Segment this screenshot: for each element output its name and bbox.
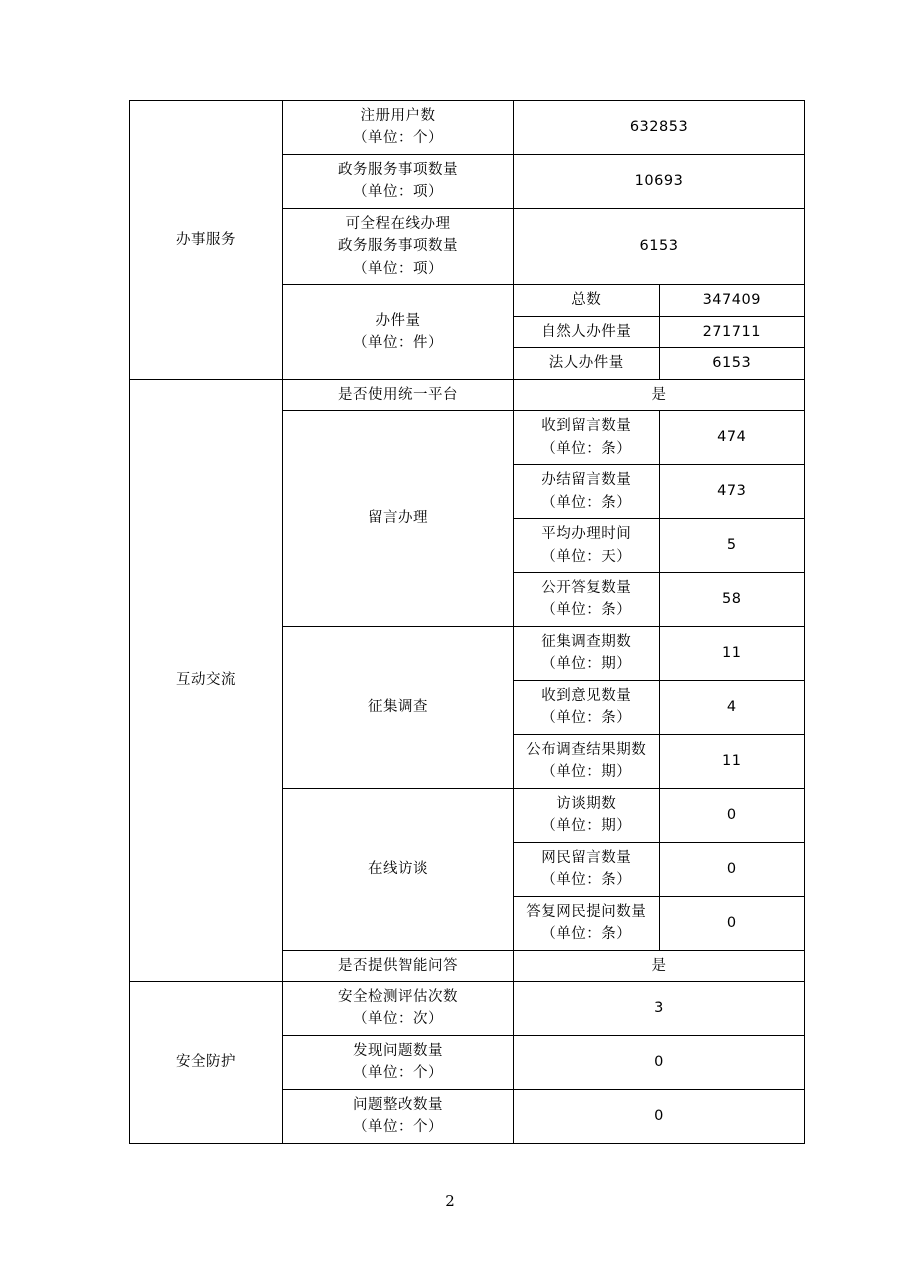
sub-item-cell-average-time xyxy=(514,519,660,573)
item-label-line1: 在线访谈 xyxy=(368,860,428,877)
value-cell-natural-person: 271711 xyxy=(659,316,805,347)
sub-item-cell-results-published xyxy=(514,734,660,788)
sub-item-label-line2: （单位：期） xyxy=(541,818,632,835)
sub-item-label-line2: （单位：条） xyxy=(541,926,632,943)
value-cell-issues-found: 0 xyxy=(514,1035,805,1089)
item-label-line1: 政务服务事项数量 xyxy=(338,161,458,178)
value-cell-interview-periods: 0 xyxy=(659,788,805,842)
sub-item-cell-legal-person: 法人办件量 xyxy=(514,348,660,379)
item-label-line2: （单位：件） xyxy=(353,334,443,351)
table-row xyxy=(130,101,805,155)
page-number: 2 xyxy=(445,1192,455,1210)
value-cell-registered-users: 632853 xyxy=(514,101,805,155)
value-cell-average-time: 5 xyxy=(659,519,805,573)
sub-item-label-line2: （单位：条） xyxy=(541,872,632,889)
item-cell-online-interview xyxy=(283,788,514,950)
item-label-line1: 安全检测评估次数 xyxy=(338,989,458,1005)
value-cell-security-assessments: 3 xyxy=(514,982,805,1036)
value-cell-smart-qa: 是 xyxy=(514,950,805,981)
category-label: 办事服务 xyxy=(176,231,236,248)
value-cell-results-published: 11 xyxy=(659,734,805,788)
sub-item-label-line1: 办结留言数量 xyxy=(541,472,632,489)
sub-item-label-line2: （单位：条） xyxy=(541,602,632,619)
item-cell-smart-qa xyxy=(283,950,514,981)
value-cell-messages-received: 474 xyxy=(659,411,805,465)
value-cell-legal-person: 6153 xyxy=(659,348,805,379)
sub-item-label-line1: 平均办理时间 xyxy=(541,526,632,543)
item-label-line1: 问题整改数量 xyxy=(353,1096,443,1113)
item-cell-unified-platform xyxy=(283,379,514,410)
sub-item-label-line1: 访谈期数 xyxy=(556,795,617,812)
report-table-wrapper xyxy=(129,100,789,1144)
sub-item-label-line2: （单位：条） xyxy=(541,494,632,511)
item-cell-handled-volume xyxy=(283,285,514,379)
item-cell-issues-found xyxy=(283,1035,514,1089)
item-cell-security-assessments xyxy=(283,982,514,1036)
sub-item-label-line1: 答复网民提问数量 xyxy=(526,903,647,920)
item-cell-issues-fixed xyxy=(283,1089,514,1143)
sub-item-cell-netizen-messages xyxy=(514,842,660,896)
sub-item-cell-interview-periods xyxy=(514,788,660,842)
sub-item-label-line1: 收到留言数量 xyxy=(541,418,632,435)
sub-item-cell-opinions-received xyxy=(514,680,660,734)
value-cell-service-items: 10693 xyxy=(514,154,805,208)
item-cell-survey-collection xyxy=(283,626,514,788)
value-cell-total: 347409 xyxy=(659,285,805,316)
category-cell-anquan-fanghu xyxy=(130,982,283,1144)
sub-item-cell-messages-received xyxy=(514,411,660,465)
sub-item-cell-messages-completed xyxy=(514,465,660,519)
government-website-report-table xyxy=(129,100,805,1144)
item-label-line1: 留言办理 xyxy=(368,510,428,527)
item-cell-registered-users xyxy=(283,101,514,155)
category-cell-banshi-fuwu xyxy=(130,101,283,380)
sub-item-label-line1: 征集调查期数 xyxy=(541,633,632,650)
sub-item-label-line2: （单位：条） xyxy=(541,440,632,457)
item-cell-message-handling xyxy=(283,411,514,627)
item-cell-service-items xyxy=(283,154,514,208)
sub-item-label-line1: 公开答复数量 xyxy=(541,579,632,596)
sub-item-cell-netizen-replies xyxy=(514,896,660,950)
sub-item-label-line1: 网民留言数量 xyxy=(541,849,632,866)
item-label-line1: 注册用户数 xyxy=(360,108,436,124)
sub-item-cell-public-replies xyxy=(514,572,660,626)
category-label: 互动交流 xyxy=(176,672,236,689)
category-cell-hudong-jiaoliu xyxy=(130,379,283,981)
item-label-line2: （单位：项） xyxy=(353,184,443,201)
item-label-line2: （单位：个） xyxy=(353,1119,443,1136)
value-cell-public-replies: 58 xyxy=(659,572,805,626)
table-row xyxy=(130,982,805,1036)
value-cell-issues-fixed: 0 xyxy=(514,1089,805,1143)
sub-item-label-line2: （单位：条） xyxy=(541,710,632,727)
item-label-line3: （单位：项） xyxy=(353,260,443,277)
value-cell-netizen-replies: 0 xyxy=(659,896,805,950)
sub-item-label-line2: （单位：期） xyxy=(541,656,632,673)
sub-item-label-line2: （单位：天） xyxy=(541,548,632,565)
sub-item-label-line1: 公布调查结果期数 xyxy=(526,741,647,758)
sub-item-label-line1: 收到意见数量 xyxy=(541,687,632,704)
value-cell-opinions-received: 4 xyxy=(659,680,805,734)
category-label: 安全防护 xyxy=(176,1054,236,1071)
item-label-line1: 办件量 xyxy=(375,312,421,329)
item-label-line1: 征集调查 xyxy=(368,699,428,716)
item-label-line2: （单位：个） xyxy=(353,130,443,147)
sub-item-cell-total: 总数 xyxy=(514,285,660,316)
item-label-line1: 是否提供智能问答 xyxy=(338,957,458,974)
value-cell-online-service-items: 6153 xyxy=(514,208,805,284)
value-cell-netizen-messages: 0 xyxy=(659,842,805,896)
item-cell-online-service-items xyxy=(283,208,514,284)
value-cell-survey-periods: 11 xyxy=(659,626,805,680)
sub-item-cell-survey-periods xyxy=(514,626,660,680)
item-label-line1: 发现问题数量 xyxy=(353,1042,443,1059)
item-label-line1: 可全程在线办理 xyxy=(345,215,451,232)
item-label-line1: 是否使用统一平台 xyxy=(338,386,458,403)
sub-item-label-line2: （单位：期） xyxy=(541,764,632,781)
table-row xyxy=(130,379,805,410)
sub-item-cell-natural-person: 自然人办件量 xyxy=(514,316,660,347)
value-cell-messages-completed: 473 xyxy=(659,465,805,519)
value-cell-unified-platform: 是 xyxy=(514,379,805,410)
item-label-line2: 政务服务事项数量 xyxy=(338,238,458,255)
item-label-line2: （单位：次） xyxy=(353,1011,443,1028)
item-label-line2: （单位：个） xyxy=(353,1065,443,1082)
